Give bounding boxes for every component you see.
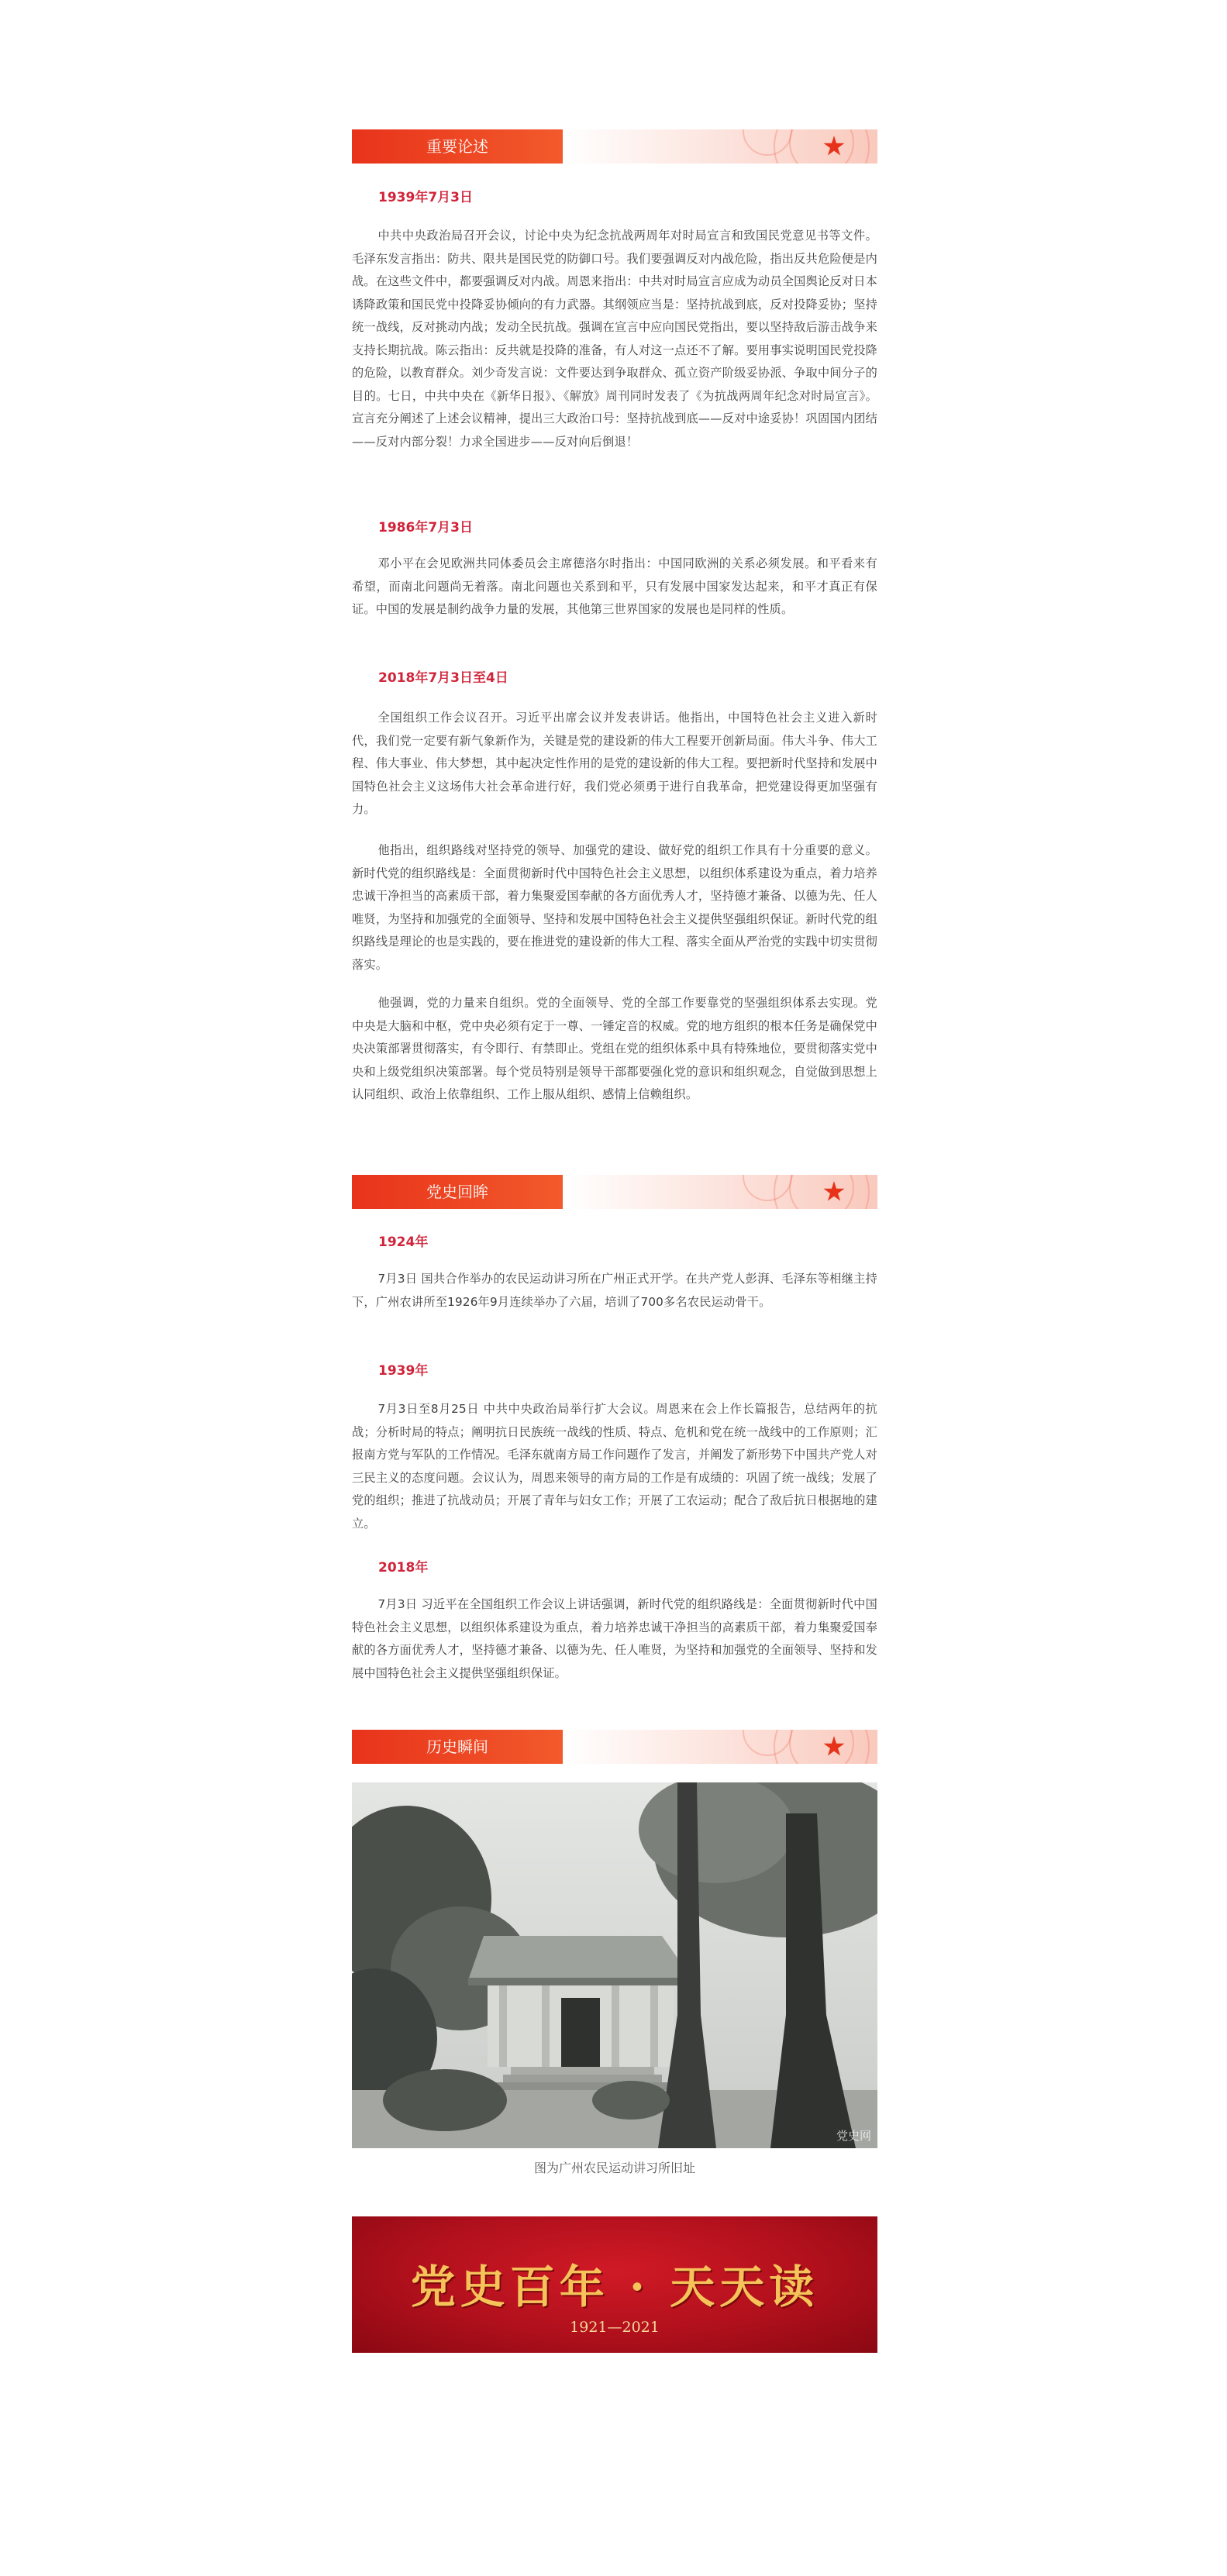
historical-photo: [352, 1782, 877, 2148]
entry-paragraph: 他强调，党的力量来自组织。党的全面领导、党的全部工作要靠党的坚强组织体系去实现。党中央是大脑和中枢，党中央必须有定于一尊、一锤定音的权威。党的地方组织的根本任务是确保党中央决策部署贯彻落实，有令即行、有禁即止。党组在党的组织体系中具有特殊地位，要贯彻落实党中央和上级党组织决策部署。每个党员特别是领导干部都要强化党的意识和组织观念，自觉做到思想上认同组织、政治上依靠组织、工作上服从组织、感情上信赖组织。: [352, 996, 877, 1101]
entry-paragraph: 他指出，组织路线对坚持党的领导、加强党的建设、做好党的组织工作具有十分重要的意义。新时代党的组织路线是：全面贯彻新时代中国特色社会主义思想，以组织体系建设为重点，着力培养忠诚干净担当的高素质干部，着力集聚爱国奉献的各方面优秀人才，坚持德才兼备、以德为先、任人唯贤，为坚持和加强党的全面领导、坚持和发展中国特色社会主义提供坚强组织保证。新时代党的组织路线是理论的也是实践的，要在推进党的建设新的伟大工程、落实全面从严治党的实践中切实贯彻落实。: [352, 843, 877, 972]
section-title: 重要论述: [352, 129, 563, 164]
building-photo-illustration: [352, 1782, 877, 2148]
entry-date: 2018年7月3日至4日: [378, 670, 508, 686]
entry-date: 1986年7月3日: [378, 520, 473, 536]
banner-title: 党史百年 · 天天读: [410, 2261, 819, 2313]
watermark: 党史网: [836, 2129, 871, 2143]
header-decoration: [563, 1730, 877, 1764]
header-decoration: [563, 129, 877, 164]
banner-years: 1921—2021: [570, 2319, 660, 2336]
photo-caption: 图为广州农民运动讲习所旧址: [533, 2161, 695, 2175]
entry-paragraph: 7月3日 国共合作举办的农民运动讲习所在广州正式开学。在共产党人彭湃、毛泽东等相继主持下，广州农讲所至1926年9月连续举办了六届，培训了700多名农民运动骨干。: [352, 1272, 877, 1309]
section-title: 历史瞬间: [352, 1730, 563, 1764]
entry-paragraph: 邓小平在会见欧洲共同体委员会主席德洛尔时指出：中国同欧洲的关系必须发展。和平看来有希望，而南北问题尚无着落。南北问题也关系到和平，只有发展中国家发达起来，和平才真正有保证。中国的发展是制约战争力量的发展，其他第三世界国家的发展也是同样的性质。: [352, 556, 877, 616]
entry-paragraph: 7月3日 习近平在全国组织工作会议上讲话强调，新时代党的组织路线是：全面贯彻新时代中国特色社会主义思想，以组织体系建设为重点，着力培养忠诚干净担当的高素质干部，着力集聚爱国奉献的各方面优秀人才，坚持德才兼备、以德为先、任人唯贤，为坚持和加强党的全面领导、坚持和发展中国特色社会主义提供坚强组织保证。: [352, 1597, 877, 1680]
section-title: 党史回眸: [352, 1175, 563, 1209]
entry-date: 1939年: [378, 1363, 429, 1379]
entry-paragraph: 全国组织工作会议召开。习近平出席会议并发表讲话。他指出，中国特色社会主义进入新时代，我们党一定要有新气象新作为，关键是党的建设新的伟大工程要开创新局面。伟大斗争、伟大工程、伟大事业、伟大梦想，其中起决定性作用的是党的建设新的伟大工程。要把新时代坚持和发展中国特色社会主义这场伟大社会革命进行好，我们党必须勇于进行自我革命，把党建设得更加坚强有力。: [352, 711, 877, 816]
section-header-important: [352, 129, 877, 164]
entry-date: 2018年: [378, 1560, 429, 1576]
entry-paragraph: 7月3日至8月25日 中共中央政治局举行扩大会议。周恩来在会上作长篇报告，总结两年的抗战；分析时局的特点；阐明抗日民族统一战线的性质、特点、危机和党在统一战线中的工作原则；汇报南方党与军队的工作情况。毛泽东就南方局工作问题作了发言，并阐发了新形势下中国共产党人对三民主义的态度问题。会议认为，周恩来领导的南方局的工作是有成绩的：巩固了统一战线；发展了党的组织；推进了抗战动员；开展了青年与妇女工作；开展了工农运动；配合了敌后抗日根据地的建立。: [352, 1402, 877, 1531]
entry-date: 1939年7月3日: [378, 190, 473, 205]
daily-reading-banner: [352, 2216, 877, 2353]
entry-paragraph: 中共中央政治局召开会议，讨论中央为纪念抗战两周年对时局宣言和致国民党意见书等文件。毛泽东发言指出：防共、限共是国民党的防御口号。我们要强调反对内战危险，指出反共危险便是内战。在这些文件中，都要强调反对内战。周恩来指出：中共对时局宣言应成为动员全国舆论反对日本诱降政策和国民党中投降妥协倾向的有力武器。其纲领应当是：坚持抗战到底，反对投降妥协；坚持统一战线，反对挑动内战；发动全民抗战。强调在宣言中应向国民党指出，要以坚持敌后游击战争来支持长期抗战。陈云指出：反共就是投降的准备，有人对这一点还不了解。要用事实说明国民党投降的危险，以教育群众。刘少奇发言说：文件要达到争取群众、孤立资产阶级妥协派、争取中间分子的目的。七日，中共中央在《新华日报》、《解放》周刊同时发表了《为抗战两周年纪念对时局宣言》。宣言充分阐述了上述会议精神，提出三大政治口号：坚持抗战到底——反对中途妥协！巩固国内团结——反对内部分裂！力求全国进步——反对向后倒退！: [352, 229, 877, 449]
section-header-moment: [352, 1730, 877, 1764]
header-decoration: [563, 1175, 877, 1209]
section-header-history: [352, 1175, 877, 1209]
entry-date: 1924年: [378, 1235, 429, 1250]
